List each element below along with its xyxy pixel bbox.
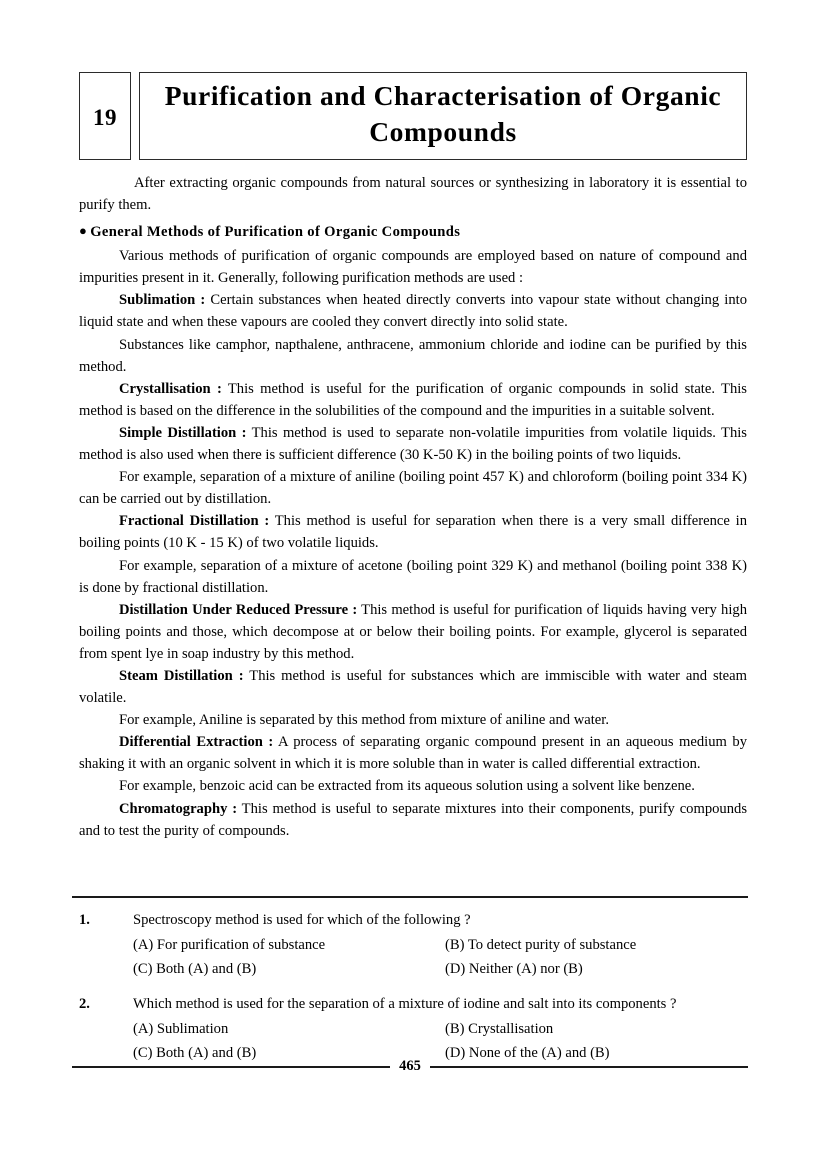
paragraph-lead: Crystallisation : <box>119 380 222 397</box>
paragraph-lead: Distillation Under Reduced Pressure : <box>119 601 358 618</box>
paragraph <box>79 334 747 378</box>
paragraph <box>79 798 747 842</box>
intro-paragraph: After extracting organic compounds from natural sources or synthesizing in laboratory it is essential to purify them. <box>79 175 747 214</box>
bullet-icon: ● <box>79 223 88 239</box>
paragraph-text: For example, benzoic acid can be extracted from its aqueous solution using a solvent like benzene. <box>119 778 695 795</box>
paragraph <box>79 599 747 665</box>
option-d[interactable]: (D) None of the (A) and (B) <box>445 1045 610 1061</box>
paragraph-text: Various methods of purification of organic compounds are employed based on nature of compound and impurities present in it. Generally, following purification methods are used : <box>79 248 747 287</box>
paragraph-text: This method is useful to separate mixtures into their components, purify compounds and to test the purity of compounds. <box>79 800 747 839</box>
paragraph-lead: Differential Extraction : <box>119 734 274 751</box>
option-d[interactable]: (D) Neither (A) nor (B) <box>445 961 583 977</box>
paragraph <box>79 289 747 333</box>
chapter-title-box <box>139 72 747 160</box>
question-item <box>79 908 755 981</box>
chapter-number-box <box>79 72 131 160</box>
question-options <box>133 1017 755 1065</box>
paragraph <box>79 466 747 510</box>
footer-rule-right <box>430 1066 748 1068</box>
paragraph-lead: Chromatography : <box>119 800 238 817</box>
paragraph <box>79 510 747 554</box>
paragraph-lead: Fractional Distillation : <box>119 513 270 530</box>
paragraph <box>79 731 747 775</box>
paragraph <box>79 775 747 797</box>
question-text: Spectroscopy method is used for which of the following ? <box>133 912 471 928</box>
paragraph <box>79 245 747 289</box>
section-heading-label: General Methods of Purification of Organic Compounds <box>90 224 461 241</box>
question-options <box>133 933 755 981</box>
paragraph-lead: Simple Distillation : <box>119 424 247 441</box>
paragraph-text: A process of separating organic compound present in an aqueous medium by shaking it with an organic solvent in which it is more soluble than in water is called differential extraction. <box>79 734 747 773</box>
option-b[interactable]: (B) To detect purity of substance <box>445 937 637 953</box>
footer-rule-left <box>72 1066 390 1068</box>
paragraph-text: Substances like camphor, napthalene, anthracene, ammonium chloride and iodine can be purified by this method. <box>79 336 747 375</box>
chapter-number: 19 <box>93 104 117 130</box>
option-c[interactable]: (C) Both (A) and (B) <box>133 1045 257 1061</box>
body-content <box>79 172 747 842</box>
section-divider <box>72 896 748 898</box>
paragraph-text: For example, separation of a mixture of aniline (boiling point 457 K) and chloroform (boiling point 334 K) can be carried out by distillation. <box>79 469 747 508</box>
page-number: 465 <box>399 1058 421 1074</box>
page-footer <box>72 1060 748 1075</box>
question-number: 2. <box>79 996 90 1012</box>
question-item <box>79 992 755 1065</box>
paragraph-text: This method is useful for substances which are immiscible with water and steam volatile. <box>79 667 747 707</box>
questions-list <box>79 908 755 1076</box>
option-b[interactable]: (B) Crystallisation <box>445 1021 554 1037</box>
option-a[interactable]: (A) For purification of substance <box>133 937 326 953</box>
paragraph <box>79 665 747 709</box>
paragraph-text: For example, Aniline is separated by this method from mixture of aniline and water. <box>119 712 609 729</box>
paragraph-text: For example, separation of a mixture of acetone (boiling point 329 K) and methanol (boiling point 338 K) is done by fractional distillation. <box>79 557 747 596</box>
option-a[interactable]: (A) Sublimation <box>133 1021 229 1037</box>
paragraph-lead: Steam Distillation : <box>119 667 244 684</box>
paragraph-text: This method is used to separate non-volatile impurities from volatile liquids. This method is also used when there is sufficient difference (30 K-50 K) in the boiling points of two liquids. <box>79 424 747 464</box>
paragraph <box>79 378 747 422</box>
paragraph <box>79 709 747 731</box>
paragraph-text: This method is useful for separation when there is a very small difference in boiling points (10 K - 15 K) of two volatile liquids. <box>79 513 747 552</box>
paragraph-text: Certain substances when heated directly converts into vapour state without changing into liquid state and when these vapours are cooled they convert directly into solid state. <box>79 292 747 331</box>
paragraph <box>79 422 747 466</box>
paragraph-lead: Sublimation : <box>119 292 206 309</box>
paragraph-text: This method is useful for purification of liquids having very high boiling points and those, which decompose at or below their boiling points. For example, glycerol is separated from spent lye in soap industry by this method. <box>79 601 747 662</box>
question-text: Which method is used for the separation of a mixture of iodine and salt into its components ? <box>133 996 677 1012</box>
paragraph-text: This method is useful for the purification of organic compounds in solid state. This method is based on the difference in the solubilities of the compound and the impurities in a suitable solvent. <box>79 380 747 419</box>
chapter-header <box>79 72 747 160</box>
section-heading <box>79 220 747 243</box>
page-title: Purification and Characterisation of Organic Compounds <box>164 79 722 147</box>
paragraph <box>79 555 747 599</box>
option-c[interactable]: (C) Both (A) and (B) <box>133 961 257 977</box>
question-number: 1. <box>79 912 90 928</box>
